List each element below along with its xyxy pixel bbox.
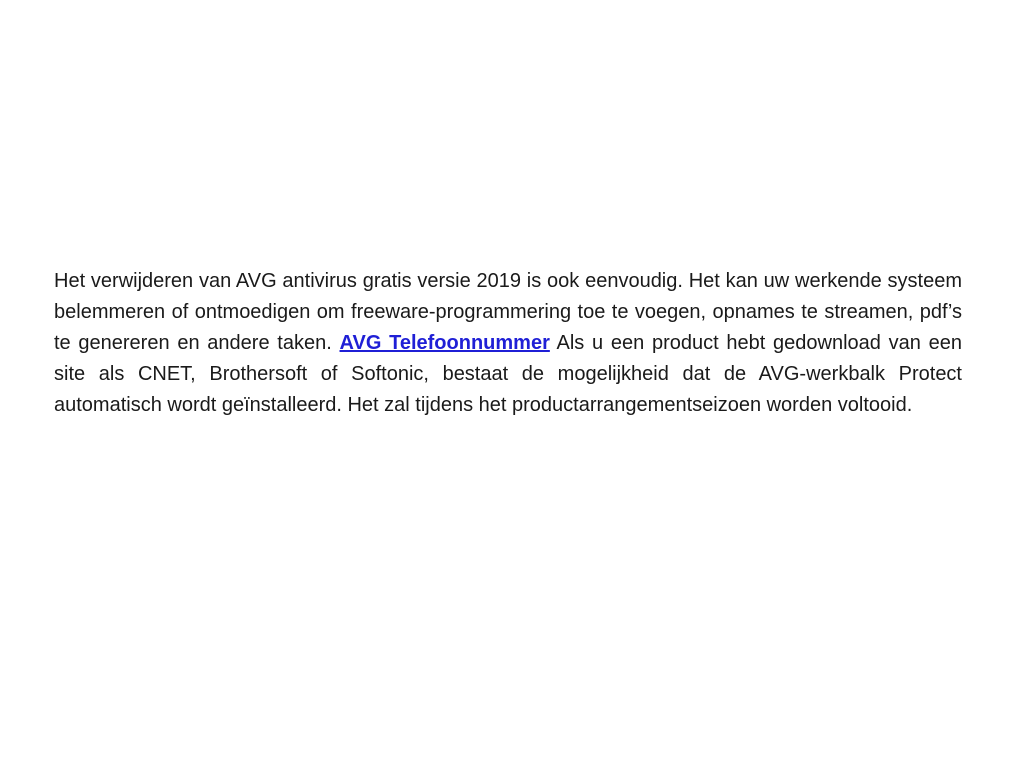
paragraph-text-before-link: Het verwijderen van AVG antivirus gratis versie 2019 is ook eenvoudig. Het kan uw werkende systeem belemmeren of ontmoedigen om freeware-programmering toe te voegen, opnames te streamen, pdf’s te genereren en andere taken. [54, 270, 962, 354]
body-paragraph [54, 266, 962, 421]
avg-telefoonnummer-link[interactable]: AVG Telefoonnummer [339, 332, 550, 354]
paragraph-text-after-link: Als u een product hebt gedownload van een site als CNET, Brothersoft of Softonic, bestaat de mogelijkheid dat de AVG-werkbalk Protect automatisch wordt geïnstalleerd. Het zal tijdens het productarrangementseizoen worden voltooid. [54, 332, 962, 416]
